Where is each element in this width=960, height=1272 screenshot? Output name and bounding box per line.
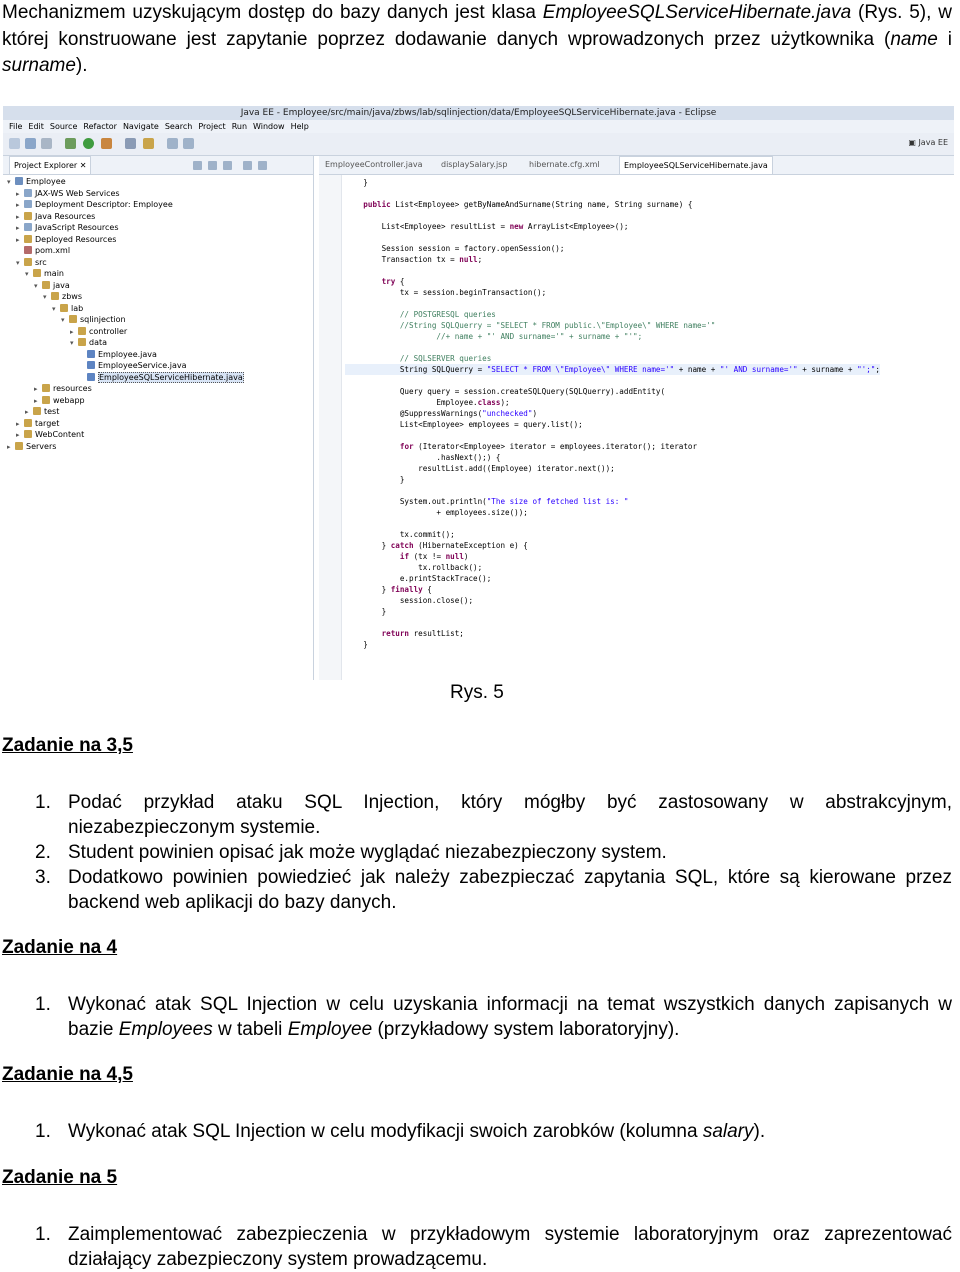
menu-bar bbox=[3, 120, 954, 133]
code-line: + employees.size()); bbox=[345, 508, 528, 517]
collapsed-arrow-icon[interactable]: ▸ bbox=[16, 235, 20, 244]
code-line: } bbox=[345, 640, 368, 649]
task-text-part: salary bbox=[702, 1121, 754, 1142]
tree-item[interactable] bbox=[16, 222, 119, 233]
code-line: return resultList; bbox=[381, 629, 464, 638]
intro-text: Mechanizmem uzyskującym dostęp do bazy danych jest klasa bbox=[2, 2, 543, 23]
tree-item[interactable] bbox=[79, 349, 157, 360]
code-line: session.close(); bbox=[345, 596, 474, 605]
tree-item-label: data bbox=[89, 338, 108, 347]
code-line: String SQLQuerry = "SELECT * FROM \"Employee\" WHERE name='" + name + "' AND surname='" + surname + "';"; bbox=[345, 365, 880, 374]
expanded-arrow-icon[interactable]: ▾ bbox=[7, 178, 11, 186]
search-icon[interactable] bbox=[125, 138, 136, 149]
intro-paragraph bbox=[2, 0, 952, 80]
tree-item-label: EmployeeService.java bbox=[98, 361, 187, 370]
tree-node-icon bbox=[87, 361, 95, 369]
expanded-arrow-icon[interactable]: ▾ bbox=[25, 270, 29, 278]
code-line: } bbox=[345, 178, 368, 187]
section-heading: Zadanie na 5 bbox=[2, 1167, 118, 1188]
tree-item[interactable] bbox=[16, 211, 95, 222]
tree-node-icon bbox=[24, 430, 32, 438]
tree-item-label: test bbox=[44, 407, 60, 416]
code-line: } finally { bbox=[345, 585, 432, 594]
tree-node-icon bbox=[42, 396, 50, 404]
tree-item[interactable] bbox=[25, 268, 64, 279]
expanded-arrow-icon[interactable]: ▾ bbox=[16, 258, 20, 267]
tree-item-label: JavaScript Resources bbox=[35, 223, 119, 232]
code-line: tx.rollback(); bbox=[345, 563, 483, 572]
section-heading: Zadanie na 4 bbox=[2, 937, 118, 958]
tree-item[interactable] bbox=[34, 383, 92, 394]
collapsed-arrow-icon[interactable]: ▸ bbox=[34, 396, 38, 405]
collapsed-arrow-icon[interactable]: ▸ bbox=[70, 327, 74, 336]
collapse-all-icon[interactable] bbox=[193, 161, 202, 170]
code-line: } bbox=[345, 475, 405, 484]
tree-item[interactable] bbox=[7, 441, 56, 452]
tree-item[interactable] bbox=[16, 429, 84, 440]
code-line: // POSTGRESQL queries bbox=[345, 310, 496, 319]
collapsed-arrow-icon[interactable]: ▸ bbox=[16, 419, 20, 428]
code-line: for (Iterator<Employee> iterator = employees.iterator(); iterator bbox=[399, 442, 698, 451]
forward-icon[interactable] bbox=[183, 138, 194, 149]
save-icon[interactable] bbox=[25, 138, 36, 149]
external-tools-icon[interactable] bbox=[101, 138, 112, 149]
tree-node-icon bbox=[24, 212, 32, 220]
tree-node-icon bbox=[78, 327, 86, 335]
menu-run[interactable]: Run bbox=[231, 122, 248, 131]
code-line: @SuppressWarnings("unchecked") bbox=[345, 409, 538, 418]
task-text-part: Employees bbox=[118, 1019, 213, 1040]
perspective-switcher[interactable]: ▣ Java EE bbox=[908, 138, 948, 147]
intro-text: i bbox=[937, 28, 953, 50]
task-text-part: Employee bbox=[287, 1019, 373, 1040]
intro-text: ). bbox=[75, 55, 88, 76]
tree-item-label: pom.xml bbox=[35, 246, 71, 255]
task-text bbox=[68, 1119, 952, 1144]
maximize-icon[interactable] bbox=[258, 161, 267, 170]
project-explorer-tabbar bbox=[3, 156, 313, 175]
tree-item[interactable] bbox=[16, 257, 47, 268]
code-line: List<Employee> resultList = new ArrayList<Employee>(); bbox=[345, 222, 629, 231]
tree-item-label: Employee.java bbox=[98, 349, 157, 359]
tree-node-icon bbox=[87, 373, 95, 381]
intro-name: name bbox=[890, 28, 938, 50]
collapsed-arrow-icon[interactable]: ▸ bbox=[16, 201, 20, 209]
code-editor bbox=[319, 156, 954, 680]
menu-search[interactable]: Search bbox=[164, 122, 193, 131]
back-icon[interactable] bbox=[167, 138, 178, 149]
tree-item[interactable] bbox=[79, 372, 244, 383]
view-menu-icon[interactable] bbox=[223, 161, 232, 170]
tree-item[interactable] bbox=[7, 176, 66, 187]
code-line: List<Employee> employees = query.list(); bbox=[345, 420, 583, 429]
task-text: Podać przykład ataku SQL Injection, który mógłby być zastosowany w abstrakcyjnym, niezabezpieczonym systemie. bbox=[68, 792, 952, 838]
tree-item-label: src bbox=[35, 257, 47, 267]
project-explorer bbox=[3, 156, 314, 680]
menu-help[interactable]: Help bbox=[290, 122, 309, 131]
tree-item-label: Deployed Resources bbox=[35, 234, 117, 244]
collapsed-arrow-icon[interactable]: ▸ bbox=[16, 224, 20, 232]
editor-tab[interactable]: displaySalary.jsp bbox=[441, 160, 508, 169]
tree-item-label: JAX-WS Web Services bbox=[35, 188, 120, 198]
link-editor-icon[interactable] bbox=[208, 161, 217, 170]
expanded-arrow-icon[interactable]: ▾ bbox=[34, 281, 38, 290]
tree-item-label: target bbox=[35, 418, 60, 428]
code-line: // SQLSERVER queries bbox=[345, 354, 492, 363]
code-line: resultList.add((Employee) iterator.next()); bbox=[345, 464, 615, 473]
code-line: if (tx != null) bbox=[399, 552, 469, 561]
tree-item[interactable] bbox=[16, 188, 120, 199]
tree-node-icon bbox=[60, 304, 68, 312]
tree-node-icon bbox=[24, 223, 32, 231]
minimize-icon[interactable] bbox=[243, 161, 252, 170]
open-type-icon[interactable] bbox=[143, 138, 154, 149]
tree-item-label: main bbox=[44, 269, 64, 278]
editor-gutter bbox=[319, 175, 342, 680]
collapsed-arrow-icon[interactable]: ▸ bbox=[16, 212, 20, 221]
code-line: public List<Employee> getByNameAndSurname(String name, String surname) { bbox=[363, 200, 693, 209]
task-text-part: Wykonać atak SQL Injection w celu modyfikacji swoich zarobków (kolumna bbox=[68, 1121, 703, 1142]
tab-project-explorer-label: Project Explorer bbox=[14, 161, 78, 170]
intro-surname: surname bbox=[2, 55, 76, 76]
tree-node-icon bbox=[15, 442, 23, 450]
section-heading: Zadanie na 4,5 bbox=[2, 1064, 133, 1085]
tree-item[interactable] bbox=[16, 199, 173, 210]
intro-text: (Rys. 5), w której konstruowane jest zapytanie poprzez dodawanie danych wprowadzonych przez użytkownika ( bbox=[2, 2, 952, 50]
collapsed-arrow-icon[interactable]: ▸ bbox=[16, 189, 20, 198]
editor-tab[interactable]: EmployeeController.java bbox=[325, 160, 423, 169]
toolbar bbox=[3, 133, 954, 156]
task-text: Dodatkowo powinien powiedzieć jak należy zabezpieczać zapytania SQL, które są kierowane przez backend web aplikacji do bazy danych. bbox=[68, 867, 952, 913]
section-heading: Zadanie na 3,5 bbox=[2, 735, 133, 756]
code-line: Session session = factory.openSession(); bbox=[345, 244, 565, 253]
code-line: Query query = session.createSQLQuery(SQLQuerry).addEntity( bbox=[345, 387, 666, 396]
tree-node-icon bbox=[33, 407, 41, 415]
print-icon[interactable] bbox=[41, 138, 52, 149]
tree-item-label: webapp bbox=[53, 395, 85, 405]
tree-node-icon bbox=[24, 235, 32, 243]
menu-file[interactable]: File bbox=[9, 122, 23, 131]
code-line: e.printStackTrace(); bbox=[345, 574, 492, 583]
code-line: //String SQLQuerry = "SELECT * FROM public.\"Employee\" WHERE name='" bbox=[345, 321, 716, 330]
intro-filename: EmployeeSQLServiceHibernate.java bbox=[542, 2, 852, 23]
tree-node-icon bbox=[42, 384, 50, 392]
tree-item-label: zbws bbox=[62, 292, 82, 301]
task-text: Student powinien opisać jak może wyglądać niezabezpieczony system. bbox=[68, 842, 667, 863]
figure-caption: Rys. 5 bbox=[450, 682, 504, 703]
code-line: Transaction tx = null; bbox=[345, 255, 483, 264]
tree-item-label: WebContent bbox=[35, 430, 85, 439]
tree-item-label: Deployment Descriptor: Employee bbox=[35, 200, 173, 209]
code-line: System.out.println("The size of fetched list is: " bbox=[345, 497, 629, 506]
collapsed-arrow-icon[interactable]: ▸ bbox=[25, 408, 29, 416]
tree-item-label: Java Resources bbox=[35, 211, 96, 221]
code-line: tx = session.beginTransaction(); bbox=[345, 288, 547, 297]
menu-edit[interactable]: Edit bbox=[28, 122, 44, 131]
code-line: tx.commit(); bbox=[345, 530, 455, 539]
tab-project-explorer[interactable]: Project Explorer ✕ bbox=[9, 156, 91, 174]
tree-node-icon bbox=[87, 350, 95, 358]
tree-item-label: controller bbox=[89, 326, 128, 336]
code-line: //+ name + "' AND surname='" + surname + "'"; bbox=[345, 332, 643, 341]
code-line: try { bbox=[381, 277, 405, 286]
task-number: 1. bbox=[35, 792, 51, 813]
tree-node-icon bbox=[24, 189, 32, 197]
task-number: 1. bbox=[35, 1224, 51, 1245]
tree-item[interactable] bbox=[61, 314, 126, 325]
tree-node-icon bbox=[24, 258, 32, 266]
editor-tab[interactable]: EmployeeSQLServiceHibernate.java bbox=[619, 156, 773, 174]
code-line: Employee.class); bbox=[345, 398, 510, 407]
task-text-part: (przykładowy system laboratoryjny). bbox=[372, 1019, 680, 1040]
menu-window[interactable]: Window bbox=[253, 122, 285, 131]
tree-item[interactable] bbox=[70, 337, 107, 348]
tree-item[interactable] bbox=[34, 395, 85, 406]
task-text-part: w tabeli bbox=[212, 1019, 288, 1040]
task-number: 1. bbox=[35, 1121, 51, 1142]
tree-node-icon bbox=[42, 281, 50, 289]
tree-item[interactable] bbox=[16, 245, 70, 256]
tree-item[interactable] bbox=[16, 234, 116, 245]
collapsed-arrow-icon[interactable]: ▸ bbox=[7, 442, 11, 451]
tree-item-label: Servers bbox=[26, 441, 57, 451]
collapsed-arrow-icon[interactable]: ▸ bbox=[34, 385, 38, 393]
tree-node-icon bbox=[69, 315, 77, 323]
eclipse-screenshot bbox=[3, 106, 954, 680]
new-icon[interactable] bbox=[9, 138, 20, 149]
tree-item-label: lab bbox=[71, 303, 84, 313]
expanded-arrow-icon[interactable]: ▾ bbox=[43, 293, 47, 301]
editor-tab[interactable]: hibernate.cfg.xml bbox=[529, 160, 600, 169]
menu-project[interactable]: Project bbox=[198, 122, 226, 131]
run-icon[interactable] bbox=[83, 138, 94, 149]
tree-item[interactable] bbox=[43, 291, 82, 302]
task-number: 2. bbox=[35, 842, 51, 863]
expanded-arrow-icon[interactable]: ▾ bbox=[70, 339, 74, 347]
tree-item[interactable] bbox=[34, 280, 70, 291]
expanded-arrow-icon[interactable]: ▾ bbox=[61, 316, 65, 324]
tree-item-label: resources bbox=[53, 384, 92, 393]
tree-node-icon bbox=[24, 200, 32, 208]
tree-item-label: sqlinjection bbox=[80, 315, 126, 324]
code-area[interactable] bbox=[345, 177, 954, 680]
tree-item[interactable] bbox=[52, 303, 83, 314]
tree-node-icon bbox=[15, 177, 23, 185]
tree-node-icon bbox=[51, 292, 59, 300]
window-title: Java EE - Employee/src/main/java/zbws/lab/sqlinjection/data/EmployeeSQLServiceHibernate.java - Eclipse bbox=[3, 106, 954, 120]
code-line: } catch (HibernateException e) { bbox=[345, 541, 528, 550]
tree-item-label: java bbox=[53, 280, 70, 290]
tree-item[interactable] bbox=[79, 360, 187, 371]
menu-refactor[interactable]: Refactor bbox=[83, 122, 117, 131]
tree-node-icon bbox=[78, 338, 86, 346]
task-number: 1. bbox=[35, 994, 51, 1015]
tree-item[interactable] bbox=[16, 418, 59, 429]
task-text-part: Wykonać atak SQL Injection w celu uzyskania informacji na temat wszystkich danych zapisanych w bazie bbox=[68, 994, 952, 1040]
editor-tabbar bbox=[319, 156, 954, 175]
tree-item[interactable] bbox=[25, 406, 59, 417]
tree-node-icon bbox=[24, 246, 32, 254]
tree-node-icon bbox=[33, 269, 41, 277]
tree-item-label: EmployeeSQLServiceHibernate.java bbox=[99, 372, 243, 382]
tree-node-icon bbox=[24, 419, 32, 427]
expanded-arrow-icon[interactable]: ▾ bbox=[52, 304, 56, 313]
collapsed-arrow-icon[interactable]: ▸ bbox=[16, 431, 20, 439]
task-text: Zaimplementować zabezpieczenia w przykładowym systemie laboratoryjnym oraz zaprezentować działający zabezpieczony system prowadzącemu. bbox=[68, 1224, 952, 1270]
tree-item-label: Employee bbox=[26, 177, 66, 186]
code-line: } bbox=[345, 607, 387, 616]
menu-source[interactable]: Source bbox=[49, 122, 78, 131]
task-text bbox=[68, 992, 952, 1042]
code-line: .hasNext();) { bbox=[345, 453, 501, 462]
debug-icon[interactable] bbox=[65, 138, 76, 149]
tree-item[interactable] bbox=[70, 326, 127, 337]
menu-navigate[interactable]: Navigate bbox=[122, 122, 159, 131]
task-number: 3. bbox=[35, 867, 51, 888]
task-text-part: ). bbox=[753, 1121, 766, 1142]
